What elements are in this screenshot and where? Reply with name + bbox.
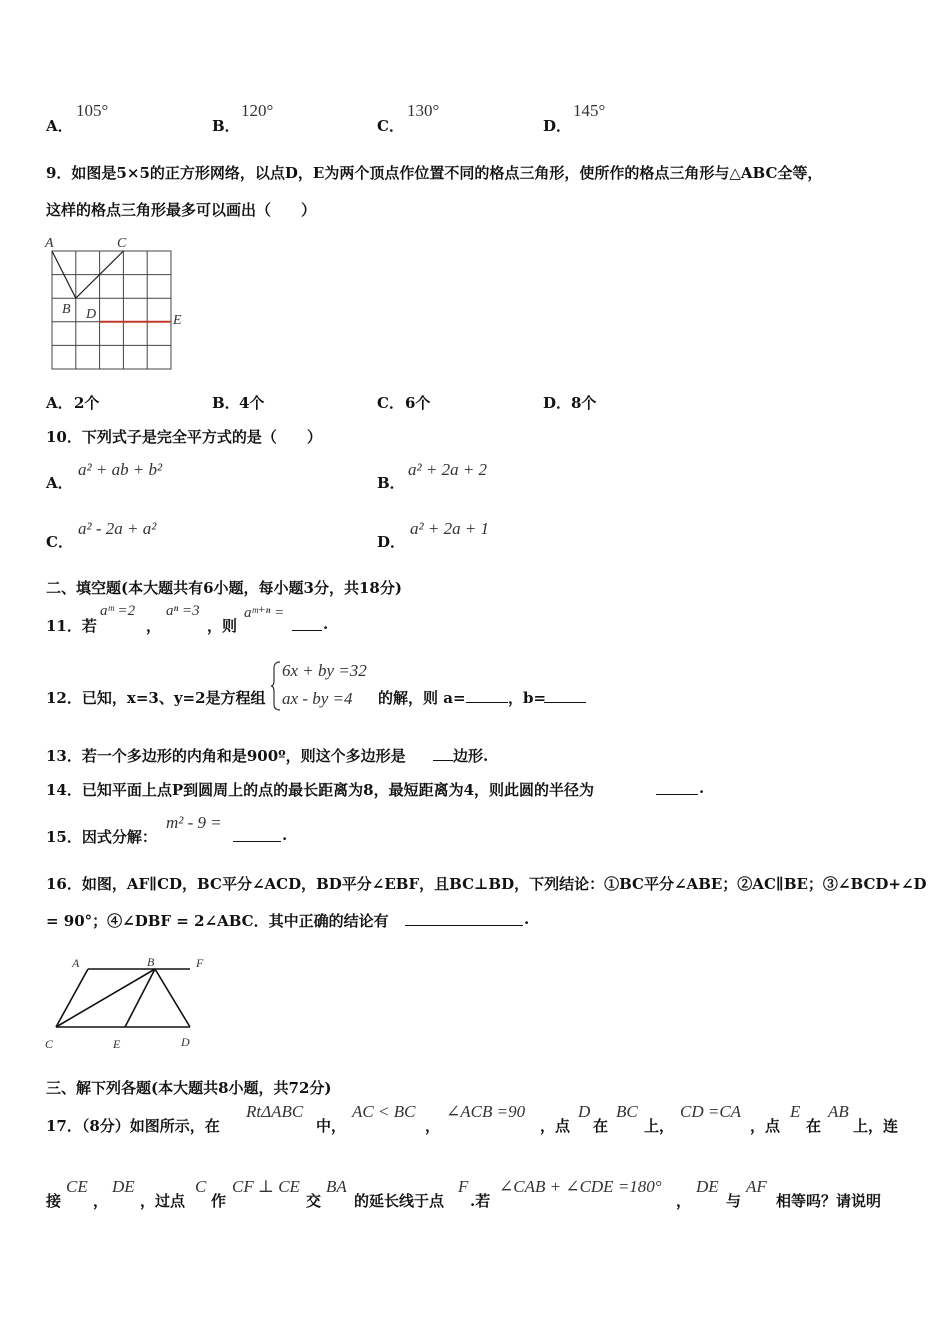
q8-option-d-value: 145° xyxy=(573,101,606,120)
q16-stem-line2: = 90°；④∠DBF = 2∠ABC．其中正确的结论有 xyxy=(46,912,389,930)
q9-option-c-label: C． xyxy=(377,394,404,412)
q17-zhong: 中， xyxy=(316,1117,347,1135)
q10-option-c-expr: a² - 2a + a² xyxy=(78,519,157,538)
q9-stem-line1: 9．如图是5×5的正方形网络，以点D，E为两个顶点作位置不同的格点三角形，使所作的格点三角形与△ABC全等， xyxy=(46,164,823,182)
q12-b-blank[interactable] xyxy=(544,686,586,703)
q17-ce: CE xyxy=(66,1177,88,1196)
q17-comma2: ， xyxy=(93,1192,109,1210)
label-e: E xyxy=(113,1037,121,1051)
q10-stem: 10．下列式子是完全平方式的是（ ） xyxy=(46,428,322,446)
q15-answer-blank[interactable] xyxy=(233,825,281,842)
q11-expr2: aⁿ =3 xyxy=(166,603,200,619)
q9-option-d-label: D． xyxy=(543,394,572,412)
label-c: C xyxy=(45,1037,54,1051)
q17-point-e: E xyxy=(790,1102,801,1121)
q9-option-a-value: 2个 xyxy=(74,394,100,412)
q17-condition: ∠CAB + ∠CDE =180° xyxy=(499,1177,662,1196)
q17-ruo: .若 xyxy=(470,1192,491,1210)
q17-jiao: 交 xyxy=(306,1192,322,1210)
q17-angle-acb: ∠ACB =90 xyxy=(446,1102,526,1121)
label-a: A xyxy=(45,236,54,251)
q10-option-b-label: B． xyxy=(377,474,405,492)
label-b: B xyxy=(147,955,155,969)
q17-rt-triangle: RtΔABC xyxy=(246,1102,304,1121)
q11-then: ，则 xyxy=(207,617,238,635)
label-d: D xyxy=(181,1035,190,1049)
q17-yu: 与 xyxy=(726,1192,742,1210)
q16-stem-line1: 16．如图，AF∥CD，BC平分∠ACD，BD平分∠EBF，且BC⊥BD，下列结论：①BC平分∠ABE；②AC∥BE；③∠BCD+∠D xyxy=(46,875,927,893)
q9-option-c-value: 6个 xyxy=(405,394,431,412)
q16-answer-blank[interactable] xyxy=(405,909,523,926)
q16-tail: . xyxy=(524,910,530,928)
q17-shang1: 上， xyxy=(644,1117,675,1135)
q17-cf-perp-ce: CF ⊥ CE xyxy=(232,1177,300,1196)
q17-de: DE xyxy=(112,1177,135,1196)
q17-de2: DE xyxy=(696,1177,719,1196)
q9-grid-figure xyxy=(40,232,200,377)
q17-ac-lt-bc: AC < BC xyxy=(352,1102,416,1121)
label-a: A xyxy=(72,956,80,970)
q8-option-c-value: 130° xyxy=(407,101,440,120)
q9-option-a-label: A． xyxy=(46,394,73,412)
q11-pre: 11．若 xyxy=(46,617,97,635)
q11-expr3: aᵐ⁺ⁿ = xyxy=(244,605,285,621)
q8-option-d-label: D． xyxy=(543,117,572,135)
q14-text: 14．已知平面上点P到圆周上的点的最长距离为8，最短距离为4，则此圆的半径为 xyxy=(46,781,595,799)
section-2-title: 二、填空题(本大题共有6小题，每小题3分，共18分) xyxy=(46,579,402,597)
q16-figure xyxy=(40,952,220,1056)
q17-ba: BA xyxy=(326,1177,347,1196)
q17-point-f: F xyxy=(458,1177,469,1196)
q8-option-b-value: 120° xyxy=(241,101,274,120)
section-3-title: 三、解下列各题(本大题共8小题，共72分) xyxy=(46,1079,332,1097)
q14-tail: . xyxy=(699,779,705,797)
figure-lines xyxy=(56,969,190,1027)
system-brace xyxy=(270,660,282,712)
q10-option-d-label: D． xyxy=(377,533,406,551)
label-f: F xyxy=(196,956,204,970)
q8-option-a-label: A． xyxy=(46,117,73,135)
q13-pre: 13．若一个多边形的内角和是900º，则这个多边形是 xyxy=(46,747,406,765)
q17-zuo: 作 xyxy=(211,1192,227,1210)
q13-post: 边形. xyxy=(453,747,489,765)
q12-mid: ，b= xyxy=(508,689,547,707)
q10-option-a-label: A． xyxy=(46,474,73,492)
q14-answer-blank[interactable] xyxy=(656,778,698,795)
q17-af: AF xyxy=(746,1177,767,1196)
q13-answer-blank[interactable] xyxy=(433,744,453,761)
q17-ext: 的延长线于点 xyxy=(354,1192,445,1210)
q9-stem-line2: 这样的格点三角形最多可以画出（ ） xyxy=(46,201,317,219)
q11-comma: ， xyxy=(146,617,162,635)
q17-cd-eq-ca: CD =CA xyxy=(680,1102,742,1121)
q17-bc: BC xyxy=(616,1102,638,1121)
q17-pre: 17．（8分）如图所示，在 xyxy=(46,1117,220,1135)
q15-expr: m² - 9 = xyxy=(166,813,222,832)
label-b: B xyxy=(62,302,71,317)
q9-option-b-label: B． xyxy=(212,394,240,412)
q10-option-c-label: C． xyxy=(46,533,73,551)
label-e: E xyxy=(173,313,182,328)
q17-point-c: C xyxy=(195,1177,207,1196)
q9-option-b-value: 4个 xyxy=(239,394,265,412)
q17-jie: 接 xyxy=(46,1192,62,1210)
label-d: D xyxy=(86,307,97,322)
q17-guo: ，过点 xyxy=(140,1192,186,1210)
q12-pre: 12．已知，x=3、y=2是方程组 xyxy=(46,689,266,707)
q17-ask: 相等吗？请说明 xyxy=(776,1192,882,1210)
q17-comma1: ， xyxy=(425,1117,441,1135)
q17-zai2: 在 xyxy=(806,1117,822,1135)
label-c: C xyxy=(117,236,127,251)
q17-dian-d: ，点 xyxy=(540,1117,571,1135)
q11-answer-blank[interactable] xyxy=(292,614,322,631)
q17-dian-e: ，点 xyxy=(750,1117,781,1135)
q10-option-a-expr: a² + ab + b² xyxy=(78,460,163,479)
q11-expr1: aᵐ =2 xyxy=(100,603,136,619)
q9-option-d-value: 8个 xyxy=(571,394,597,412)
q17-comma3: ， xyxy=(676,1192,692,1210)
q8-option-b-label: B． xyxy=(212,117,240,135)
q12-eq2: ax - by =4 xyxy=(282,689,353,708)
q12-eq1: 6x + by =32 xyxy=(282,661,367,680)
q15-pre: 15．因式分解： xyxy=(46,828,157,846)
q17-zai1: 在 xyxy=(593,1117,609,1135)
q12-post: 的解，则 a= xyxy=(378,689,466,707)
q17-ab: AB xyxy=(828,1102,849,1121)
q10-option-b-expr: a² + 2a + 2 xyxy=(408,460,488,479)
q10-option-d-expr: a² + 2a + 1 xyxy=(410,519,490,538)
q17-shang2: 上，连 xyxy=(853,1117,899,1135)
q8-option-a-value: 105° xyxy=(76,101,109,120)
q12-a-blank[interactable] xyxy=(466,686,508,703)
q17-point-d: D xyxy=(578,1102,591,1121)
q15-tail: . xyxy=(282,826,288,844)
q11-tail: . xyxy=(323,615,329,633)
q8-option-c-label: C． xyxy=(377,117,404,135)
